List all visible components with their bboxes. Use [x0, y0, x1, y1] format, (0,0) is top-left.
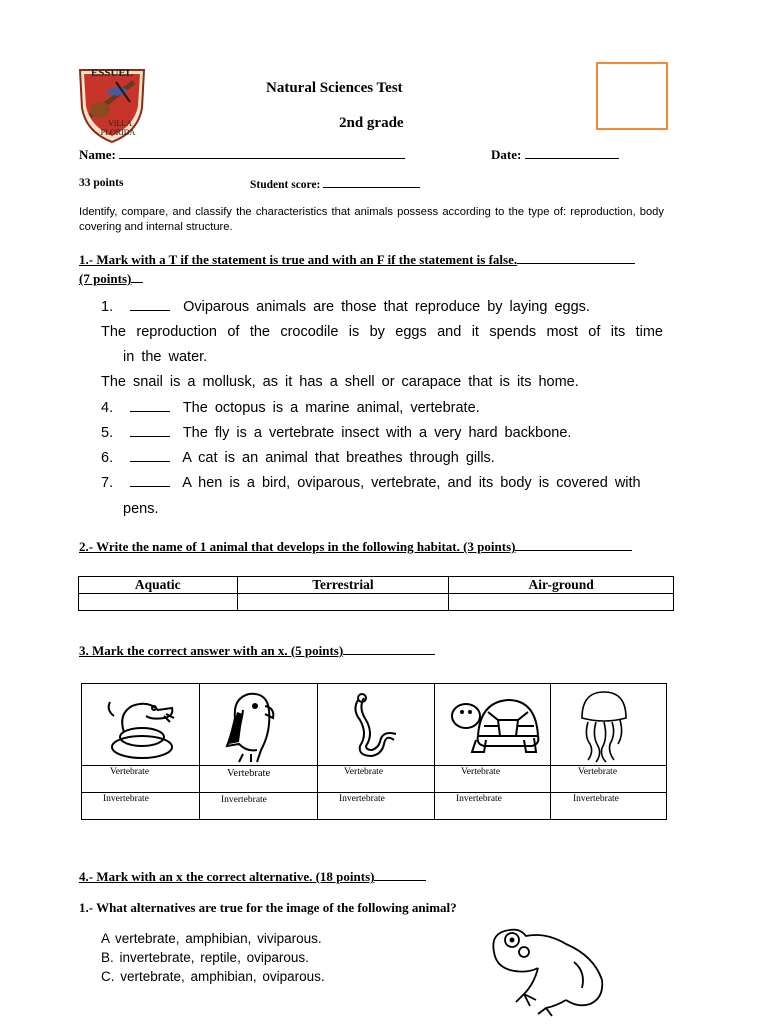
statement-1-answer[interactable]: [130, 300, 170, 311]
option-b[interactable]: B. invertebrate, reptile, oviparous.: [101, 950, 309, 965]
section3-heading: [79, 643, 435, 659]
statement-7: [101, 475, 671, 491]
grid-divider: [434, 684, 435, 819]
worm-icon: [348, 690, 408, 762]
test-title: Natural Sciences Test: [266, 80, 403, 96]
name-label: Name:: [79, 147, 116, 162]
score-row: [250, 177, 420, 191]
section3-heading-rule: [343, 644, 435, 655]
habitat-col-air-ground: Air-ground: [449, 577, 674, 594]
section1-heading-text: 1.- Mark with a T if the statement is true and with an F if the statement is false.: [79, 252, 518, 267]
section4-heading-rule: [374, 870, 426, 881]
statement-6-text: A cat is an animal that breathes through gills.: [182, 450, 495, 466]
grid-divider: [550, 684, 551, 819]
statement-2-text: The reproduction of the crocodile is by eggs and it spends most of its time: [101, 324, 663, 340]
date-field[interactable]: [525, 147, 619, 159]
snake-vertebrate-label[interactable]: Vertebrate: [110, 767, 150, 777]
parrot-vertebrate-label[interactable]: Vertebrate: [227, 768, 271, 779]
statement-1-number: 1.: [101, 299, 114, 315]
grid-divider: [82, 792, 666, 793]
section2-heading: [79, 539, 632, 555]
statement-4-answer[interactable]: [130, 401, 170, 412]
habitat-table: [78, 576, 674, 611]
habitat-answer-row: [79, 594, 674, 611]
grade-label: 2nd grade: [339, 115, 404, 131]
jellyfish-icon: [574, 688, 634, 764]
habitat-answer-terrestrial[interactable]: [237, 594, 449, 611]
animal-grid: [81, 683, 667, 820]
option-c[interactable]: C. vertebrate, amphibian, oviparous.: [101, 969, 325, 984]
statement-1: [101, 299, 671, 315]
statement-5: [101, 425, 571, 441]
statement-7-text: A hen is a bird, oviparous, vertebrate, and its body is covered with: [182, 475, 641, 491]
section1-heading-rule: [517, 253, 635, 264]
statement-5-text: The fly is a vertebrate insect with a very hard backbone.: [182, 425, 572, 441]
habitat-col-terrestrial: Terrestrial: [237, 577, 449, 594]
score-field[interactable]: [323, 177, 420, 188]
worm-invertebrate-label[interactable]: Invertebrate: [339, 794, 385, 804]
section3-heading-text: 3. Mark the correct answer with an x. (5 points): [79, 643, 344, 658]
section1-heading: [79, 250, 693, 288]
statement-5-number: 5.: [101, 425, 114, 441]
grid-divider: [199, 684, 200, 819]
section2-heading-text: 2.- Write the name of 1 animal that develops in the following habitat. (3 points): [79, 539, 516, 554]
name-row: [79, 147, 405, 163]
parrot-icon: [217, 688, 287, 766]
section2-heading-rule: [515, 540, 632, 551]
option-a[interactable]: A vertebrate, amphibian, viviparous.: [101, 931, 322, 946]
statement-7-number: 7.: [101, 475, 114, 491]
turtle-invertebrate-label[interactable]: Invertebrate: [456, 794, 502, 804]
score-box[interactable]: [596, 62, 668, 130]
jellyfish-vertebrate-label[interactable]: Vertebrate: [578, 767, 618, 777]
statement-7-answer[interactable]: [130, 476, 170, 487]
statement-6: [101, 450, 495, 466]
statement-6-number: 6.: [101, 450, 114, 466]
turtle-vertebrate-label[interactable]: Vertebrate: [461, 767, 501, 777]
date-row: [491, 147, 619, 163]
statement-7-cont: pens.: [123, 501, 159, 517]
frog-icon: [486, 922, 610, 1018]
habitat-answer-air-ground[interactable]: [449, 594, 674, 611]
logo-bottom-text-2: FLORIDA: [100, 128, 136, 137]
section1-points-rule: [131, 272, 143, 283]
jellyfish-invertebrate-label[interactable]: Invertebrate: [573, 794, 619, 804]
name-field[interactable]: [119, 147, 405, 159]
turtle-icon: [448, 692, 544, 760]
statement-1-text: Oviparous animals are those that reproduce by laying eggs.: [183, 299, 590, 315]
intro-text: Identify, compare, and classify the characteristics that animals possess according to the type of: reproduction, body covering and internal structure.: [79, 206, 664, 233]
logo-top-text: ESSUEL: [90, 67, 134, 79]
statement-2-cont: in the water.: [123, 349, 208, 365]
section4-question: 1.- What alternatives are true for the image of the following animal?: [79, 900, 457, 915]
total-points: 33 points: [79, 177, 124, 189]
habitat-header-row: [79, 577, 674, 594]
statement-4: [101, 400, 480, 416]
grid-divider: [317, 684, 318, 819]
section1-points: (7 points): [79, 271, 132, 286]
date-label: Date:: [491, 147, 522, 162]
snake-icon: [102, 692, 182, 762]
logo-bottom-text-1: VILLA: [108, 119, 132, 128]
section4-heading-text: 4.- Mark with an x the correct alternative. (18 points): [79, 869, 375, 884]
parrot-invertebrate-label[interactable]: Invertebrate: [221, 795, 267, 805]
statement-4-number: 4.: [101, 400, 114, 416]
grid-divider: [82, 765, 666, 766]
habitat-col-aquatic: Aquatic: [79, 577, 238, 594]
statement-3-text: The snail is a mollusk, as it has a shell or carapace that is its home.: [101, 374, 579, 390]
statement-6-answer[interactable]: [130, 451, 170, 462]
statement-4-text: The octopus is a marine animal, vertebrate.: [182, 400, 480, 416]
snake-invertebrate-label[interactable]: Invertebrate: [103, 794, 149, 804]
school-logo: [76, 62, 148, 144]
section4-heading: [79, 869, 426, 885]
habitat-answer-aquatic[interactable]: [79, 594, 238, 611]
score-label: Student score:: [250, 179, 321, 191]
statement-5-answer[interactable]: [130, 426, 170, 437]
worm-vertebrate-label[interactable]: Vertebrate: [344, 767, 384, 777]
